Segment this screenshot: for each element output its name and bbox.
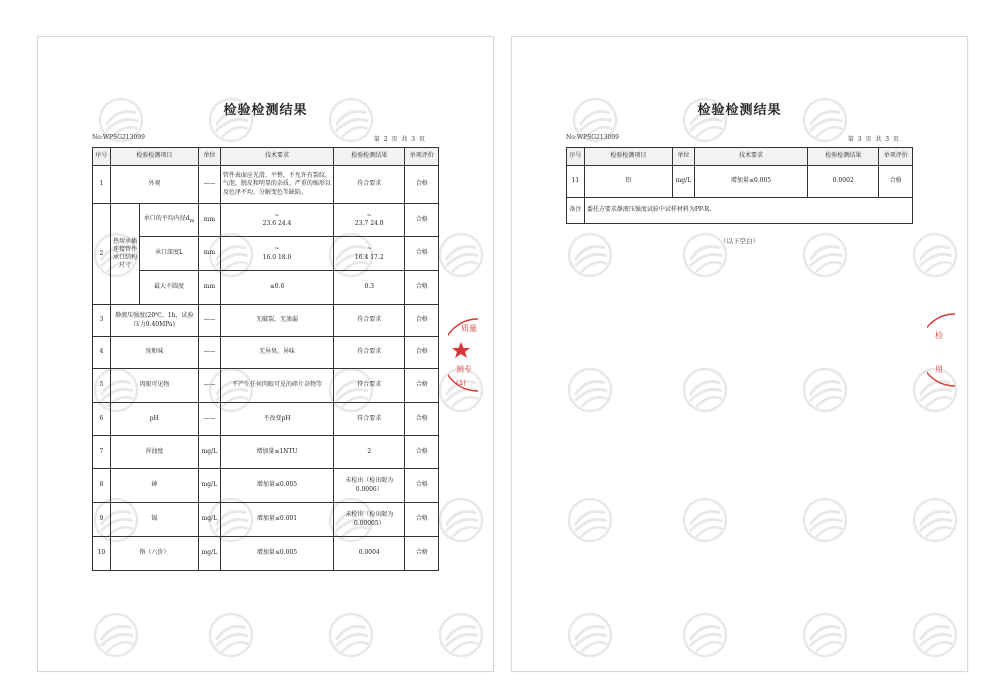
circular-logo-icon (567, 612, 613, 658)
document-number: No:WPSG213099 (92, 134, 145, 141)
header-cell: 单项评价 (405, 148, 439, 166)
result-cell (334, 237, 405, 271)
row-item: 最大不圆度 (140, 271, 199, 305)
row-no: 8 (93, 469, 111, 503)
row-result: 符合要求 (334, 337, 405, 369)
circular-logo-icon (682, 367, 728, 413)
stamp-text: 检 (935, 331, 943, 340)
row-no: 4 (93, 337, 111, 369)
page-title: 检验检测结果 (697, 103, 782, 118)
table-row (93, 166, 439, 204)
row-evaluation: 合格 (405, 469, 439, 503)
row-item: 镉 (110, 503, 198, 537)
row-requirement: 不产生任何肉眼可见的碎片杂物等 (220, 369, 333, 403)
row-requirement: 增加量≤0.005 (220, 537, 333, 571)
circular-logo-icon (438, 232, 484, 278)
row-no: 10 (93, 537, 111, 571)
table-row (93, 503, 439, 537)
row-item-subscript: m (189, 218, 195, 225)
stamp-text: (1) (456, 379, 466, 387)
row-result: 未检出（检出限为0.0006） (334, 469, 405, 503)
stamp-text: 质量 (461, 324, 477, 333)
header-cell: 单位 (198, 148, 220, 166)
circular-logo-icon (328, 612, 374, 658)
page-number: 第 2 页 共 3 页 (373, 136, 425, 143)
table-row (93, 237, 439, 271)
row-unit: mg/L (198, 469, 220, 503)
circular-logo-icon (802, 367, 848, 413)
row-requirement: 无异臭、异味 (220, 337, 333, 369)
row-no: 11 (567, 166, 585, 198)
row-unit: —— (198, 403, 220, 436)
row-requirement: 增加量≤0.001 (220, 503, 333, 537)
table-row (93, 204, 439, 237)
blank-below-notice: （以下空白） (720, 237, 759, 245)
row-requirement: 增加量≤0.005 (220, 469, 333, 503)
row-requirement: 管件表面应光滑、平整，不允许有裂纹、气泡、脱皮和明显的杂质、严重的缩形以及色泽不均、分解变色等缺陷。 (220, 166, 333, 204)
row-evaluation: 合格 (405, 436, 439, 469)
row-result: 符合要求 (334, 166, 405, 204)
seal-stamp-icon (448, 315, 488, 395)
row-result: 16.4 17.2 (354, 253, 384, 261)
row-item: pH (110, 403, 198, 436)
row-requirement: 不改变pH (220, 403, 333, 436)
row-no: 7 (93, 436, 111, 469)
row-unit: mm (198, 271, 220, 305)
seal-stamp-icon (927, 310, 957, 390)
header-cell: 技术要求 (694, 148, 807, 166)
row-result: 符合要求 (334, 305, 405, 337)
row-result: 0.0004 (334, 537, 405, 571)
circular-logo-icon (912, 497, 958, 543)
page-number: 第 3 页 共 3 页 (847, 136, 899, 143)
results-table (566, 147, 913, 224)
result-cell (334, 204, 405, 237)
circular-logo-icon (802, 612, 848, 658)
row-evaluation: 合格 (405, 237, 439, 271)
report-page-2 (37, 36, 494, 672)
row-item: 铅 (584, 166, 672, 198)
row-no: 3 (93, 305, 111, 337)
row-no: 9 (93, 503, 111, 537)
row-evaluation: 合格 (405, 166, 439, 204)
table-header (93, 148, 439, 166)
stamp-text: 测专 (456, 365, 472, 374)
inspection-seal-stamp (927, 310, 957, 390)
row-evaluation: 合格 (405, 369, 439, 403)
row-unit: mm (198, 237, 220, 271)
row-group: 热熔承插连接管件承口结构尺寸 (110, 204, 139, 305)
table-row (567, 166, 913, 198)
row-item: 承口深度L (140, 237, 199, 271)
circular-logo-icon (438, 497, 484, 543)
requirement-cell (220, 204, 333, 237)
table-header (567, 148, 913, 166)
range-mark: ~ (366, 245, 372, 253)
row-requirement: 23.6 24.4 (262, 220, 292, 227)
row-unit: mg/L (198, 537, 220, 571)
row-requirement: 无破裂，无渗漏 (220, 305, 333, 337)
row-evaluation: 合格 (879, 166, 913, 198)
note-text: 委托方要求静液压强度试验中试样材料为PP-R。 (584, 198, 912, 224)
table-row (93, 469, 439, 503)
row-result: 符合要求 (334, 369, 405, 403)
header-cell: 检验检测结果 (334, 148, 405, 166)
row-item: 承口的平均内径d (143, 215, 190, 223)
circular-logo-icon (567, 497, 613, 543)
inspection-seal-stamp (448, 315, 488, 395)
row-unit: —— (198, 337, 220, 369)
row-requirement: 16.0 18.0 (262, 253, 292, 261)
row-unit: mg/L (198, 436, 220, 469)
row-unit: —— (198, 305, 220, 337)
row-result: 0.3 (334, 271, 405, 305)
circular-logo-icon (93, 612, 139, 658)
row-unit: —— (198, 166, 220, 204)
row-item: 肉眼可见物 (110, 369, 198, 403)
header-cell: 检验检测项目 (584, 148, 672, 166)
header-cell: 单位 (672, 148, 694, 166)
row-unit: —— (198, 369, 220, 403)
row-no: 5 (93, 369, 111, 403)
circular-logo-icon (208, 612, 254, 658)
header-cell: 技术要求 (220, 148, 333, 166)
table-row (93, 369, 439, 403)
range-mark: ~ (366, 211, 372, 219)
row-evaluation: 合格 (405, 403, 439, 436)
header-cell: 序号 (567, 148, 585, 166)
stamp-text: 用 (935, 365, 943, 374)
circular-logo-icon (682, 497, 728, 543)
row-item: 砷 (110, 469, 198, 503)
star-icon (452, 342, 470, 358)
row-evaluation: 合格 (405, 503, 439, 537)
document-number: No:WPSG213099 (566, 134, 619, 141)
row-requirement: 增加量≤0.005 (694, 166, 807, 198)
row-evaluation: 合格 (405, 537, 439, 571)
row-requirement: 增加量≤1NTU (220, 436, 333, 469)
row-result: 2 (334, 436, 405, 469)
range-mark: ~ (274, 245, 280, 253)
row-unit: mg/L (672, 166, 694, 198)
row-unit: mg/L (198, 503, 220, 537)
header-cell: 序号 (93, 148, 111, 166)
row-result: 未检出（检出限为0.00005） (334, 503, 405, 537)
circular-logo-icon (682, 612, 728, 658)
row-evaluation: 合格 (405, 204, 439, 237)
row-item: 静液压强度(20℃、1h，试验压力9.40MPa) (110, 305, 198, 337)
row-evaluation: 合格 (405, 271, 439, 305)
row-result: 0.0002 (808, 166, 879, 198)
table-row (93, 305, 439, 337)
table-row (93, 403, 439, 436)
table-row (93, 436, 439, 469)
row-no: 6 (93, 403, 111, 436)
row-item: 浑浊度 (110, 436, 198, 469)
row-no: 1 (93, 166, 111, 204)
requirement-cell (220, 237, 333, 271)
note-label: 备注 (567, 198, 585, 224)
header-cell: 检验检测项目 (110, 148, 198, 166)
row-evaluation: 合格 (405, 337, 439, 369)
row-item: 外观 (110, 166, 198, 204)
row-evaluation: 合格 (405, 305, 439, 337)
report-page-3 (511, 36, 968, 672)
header-cell: 检验检测结果 (808, 148, 879, 166)
table-row (93, 537, 439, 571)
row-result: 符合要求 (334, 403, 405, 436)
circular-logo-icon (802, 497, 848, 543)
note-row (567, 198, 913, 224)
table-row (93, 337, 439, 369)
row-item: 臭和味 (110, 337, 198, 369)
row-requirement: ≤0.6 (220, 271, 333, 305)
circular-logo-icon (567, 367, 613, 413)
range-mark: ~ (274, 211, 280, 219)
circular-logo-icon (438, 612, 484, 658)
row-unit: mm (198, 204, 220, 237)
results-table (92, 147, 439, 571)
circular-logo-icon (912, 612, 958, 658)
page-title: 检验检测结果 (223, 103, 308, 118)
watermark-layer (512, 37, 967, 671)
row-item: 铬（六价） (110, 537, 198, 571)
subitem-cell (140, 204, 199, 237)
table-row (93, 271, 439, 305)
header-cell: 单项评价 (879, 148, 913, 166)
row-result: 23.7 24.0 (354, 220, 384, 227)
row-no: 2 (93, 204, 111, 305)
